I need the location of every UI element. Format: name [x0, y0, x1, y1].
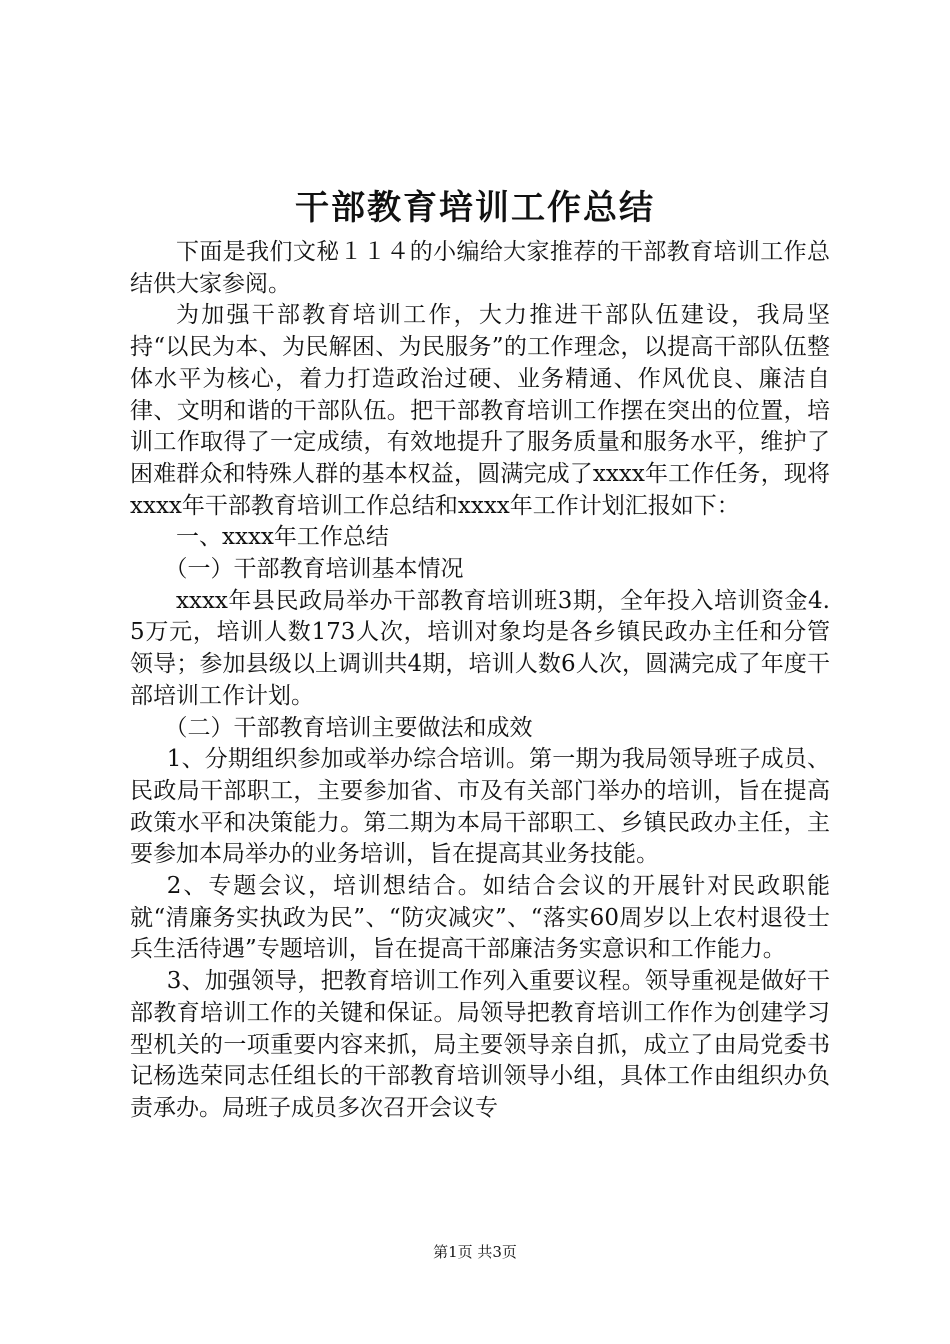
item-paragraph-1: 1、分期组织参加或举办综合培训。第一期为我局领导班子成员、民政局干部职工，主要参加省、市及有关部门举办的培训，旨在提高政策水平和决策能力。第二期为本局干部职工、乡镇民政办主任，主要参加本局举办的业务培训，旨在提高其业务技能。: [130, 746, 830, 868]
item-paragraph-3: 3、加强领导，把教育培训工作列入重要议程。领导重视是做好干部教育培训工作的关键和保证。局领导把教育培训工作作为创建学习型机关的一项重要内容来抓，局主要领导亲自抓，成立了由局党委书记杨选荣同志任组长的干部教育培训领导小组，具体工作由组织办负责承办。局班子成员多次召开会议专: [130, 968, 830, 1121]
intro-paragraph: 下面是我们文秘１１４的小编给大家推荐的干部教育培训工作总结供大家参阅。: [130, 239, 830, 297]
subsection-heading-2: （二）干部教育培训主要做法和成效: [164, 714, 533, 741]
document-title: 干部教育培训工作总结: [295, 188, 655, 228]
document-body: [130, 237, 830, 1125]
page-number-footer: 第1页 共3页: [433, 1243, 517, 1261]
overview-paragraph: 为加强干部教育培训工作，大力推进干部队伍建设，我局坚持“以民为本、为民解困、为民服务”的工作理念，以提高干部队伍整体水平为核心，着力打造政治过硬、业务精通、作风优良、廉洁自律、文明和谐的干部队伍。把干部教育培训工作摆在突出的位置，培训工作取得了一定成绩，有效地提升了服务质量和服务水平，维护了困难群众和特殊人群的基本权益，圆满完成了xxxx年工作任务，现将xxxx年干部教育培训工作总结和xxxx年工作计划汇报如下：: [130, 302, 830, 519]
subsection-heading-1: （一）干部教育培训基本情况: [164, 556, 464, 583]
item-paragraph-2: 2、专题会议，培训想结合。如结合会议的开展针对民政职能就“清廉务实执政为民”、“防灾减灾”、“落实60周岁以上农村退役士兵生活待遇”专题培训，旨在提高干部廉洁务实意识和工作能力。: [130, 873, 830, 963]
basic-info-paragraph: xxxx年县民政局举办干部教育培训班3期，全年投入培训资金4.5万元，培训人数173人次，培训对象均是各乡镇民政办主任和分管领导；参加县级以上调训共4期，培训人数6人次，圆满完成了年度干部培训工作计划。: [130, 587, 830, 709]
section-heading-1: 一、xxxx年工作总结: [176, 524, 389, 551]
